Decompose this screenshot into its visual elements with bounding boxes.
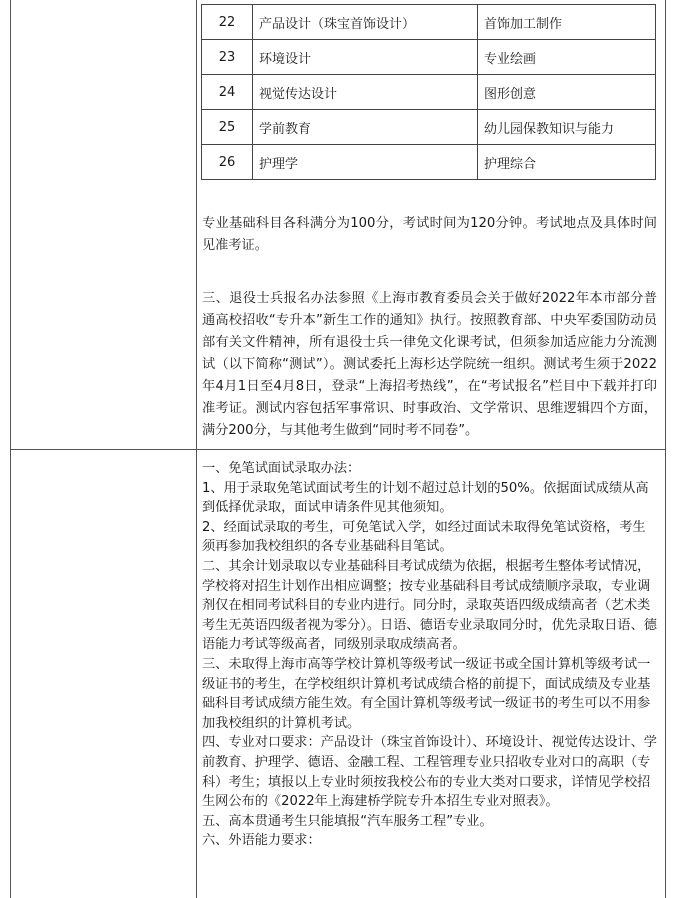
table-row	[202, 5, 656, 40]
row-number: 24	[202, 75, 253, 110]
admission-line: 五、高本贯通考生只能填报“汽车服务工程”专业。	[202, 813, 493, 829]
exam-note: 专业基础科目各科满分为100分，考试时间为120分钟。考试地点及具体时间见准考证。	[202, 216, 657, 253]
exam-subject: 护理综合	[478, 145, 656, 180]
admission-line: 三、未取得上海市高等学校计算机等级考试一级证书或全国计算机等级考试一级证书的考生，在学校组织计算机考试成绩合格的前提下，面试成绩及专业基础科目考试成绩方能生效。有全国计算机等级考试一级证书的考生可以不用参加我校组织的计算机考试。	[202, 656, 651, 731]
major-name: 环境设计	[253, 40, 478, 75]
row-number: 23	[202, 40, 253, 75]
admission-line: 四、专业对口要求：产品设计（珠宝首饰设计）、环境设计、视觉传达设计、学前教育、护理学、德语、金融工程、工程管理专业只招收专业对口的高职（专科）考生；填报以上专业时须按我校公布的专业大类对口要求，详情见学校招生网公布的《2022年上海建桥学院专升本招生专业对照表》。	[202, 735, 657, 810]
row-number: 25	[202, 110, 253, 145]
admission-line: 2、经面试录取的考生，可免笔试入学，如经过面试未取得免笔试资格，考生须再参加我校组织的各专业基础科目笔试。	[202, 519, 646, 555]
row-number: 26	[202, 145, 253, 180]
admission-line: 二、其余计划录取以专业基础科目考试成绩为依据，根据考生整体考试情况，学校将对招生计划作出相应调整；按专业基础科目考试成绩顺序录取，专业调剂仅在相同考试科目的专业内进行。同分时，录取英语四级成绩高者（艺术类考生无英语四级者视为零分）。日语、德语专业录取同分时，优先录取日语、德语能力考试等级高者，同级别录取成绩高者。	[202, 558, 657, 653]
exam-subject: 图形创意	[478, 75, 656, 110]
major-name: 产品设计（珠宝首饰设计）	[253, 5, 478, 40]
table-row	[202, 40, 656, 75]
veterans-paragraph: 三、退役士兵报名办法参照《上海市教育委员会关于做好2022年本市部分普通高校招收“专升本”新生工作的通知》执行。按照教育部、中央军委国防动员部有关文件精神，所有退役士兵一律免文化课考试，但须参加适应能力分流测试（以下简称“测试”）。测试委托上海杉达学院统一组织。测试考生须于2022年4月1日至4月8日，登录“上海招考热线”，在“考试报名”栏目中下载并打印准考证。测试内容包括军事常识、时事政治、文学常识、思维逻辑四个方面，满分200分，与其他考生做到“同时考不同卷”。	[202, 291, 657, 438]
major-name: 视觉传达设计	[253, 75, 478, 110]
table-row	[202, 75, 656, 110]
admission-rules	[202, 459, 657, 851]
major-name: 护理学	[253, 145, 478, 180]
row-number: 22	[202, 5, 253, 40]
admission-line: 1、用于录取免笔试面试考生的计划不超过总计划的50%。依据面试成绩从高到低择优录取，面试申请条件见其他须知。	[202, 480, 649, 516]
major-name: 学前教育	[253, 110, 478, 145]
exam-subject: 幼儿园保教知识与能力	[478, 110, 656, 145]
exam-subject: 首饰加工制作	[478, 5, 656, 40]
exam-subject: 专业绘画	[478, 40, 656, 75]
admission-line: 一、免笔试面试录取办法：	[202, 461, 361, 476]
row-divider	[10, 449, 666, 450]
admission-line: 六、外语能力要求：	[202, 833, 321, 849]
table-row	[202, 110, 656, 145]
major-subject-table	[201, 4, 656, 180]
table-row	[202, 145, 656, 180]
